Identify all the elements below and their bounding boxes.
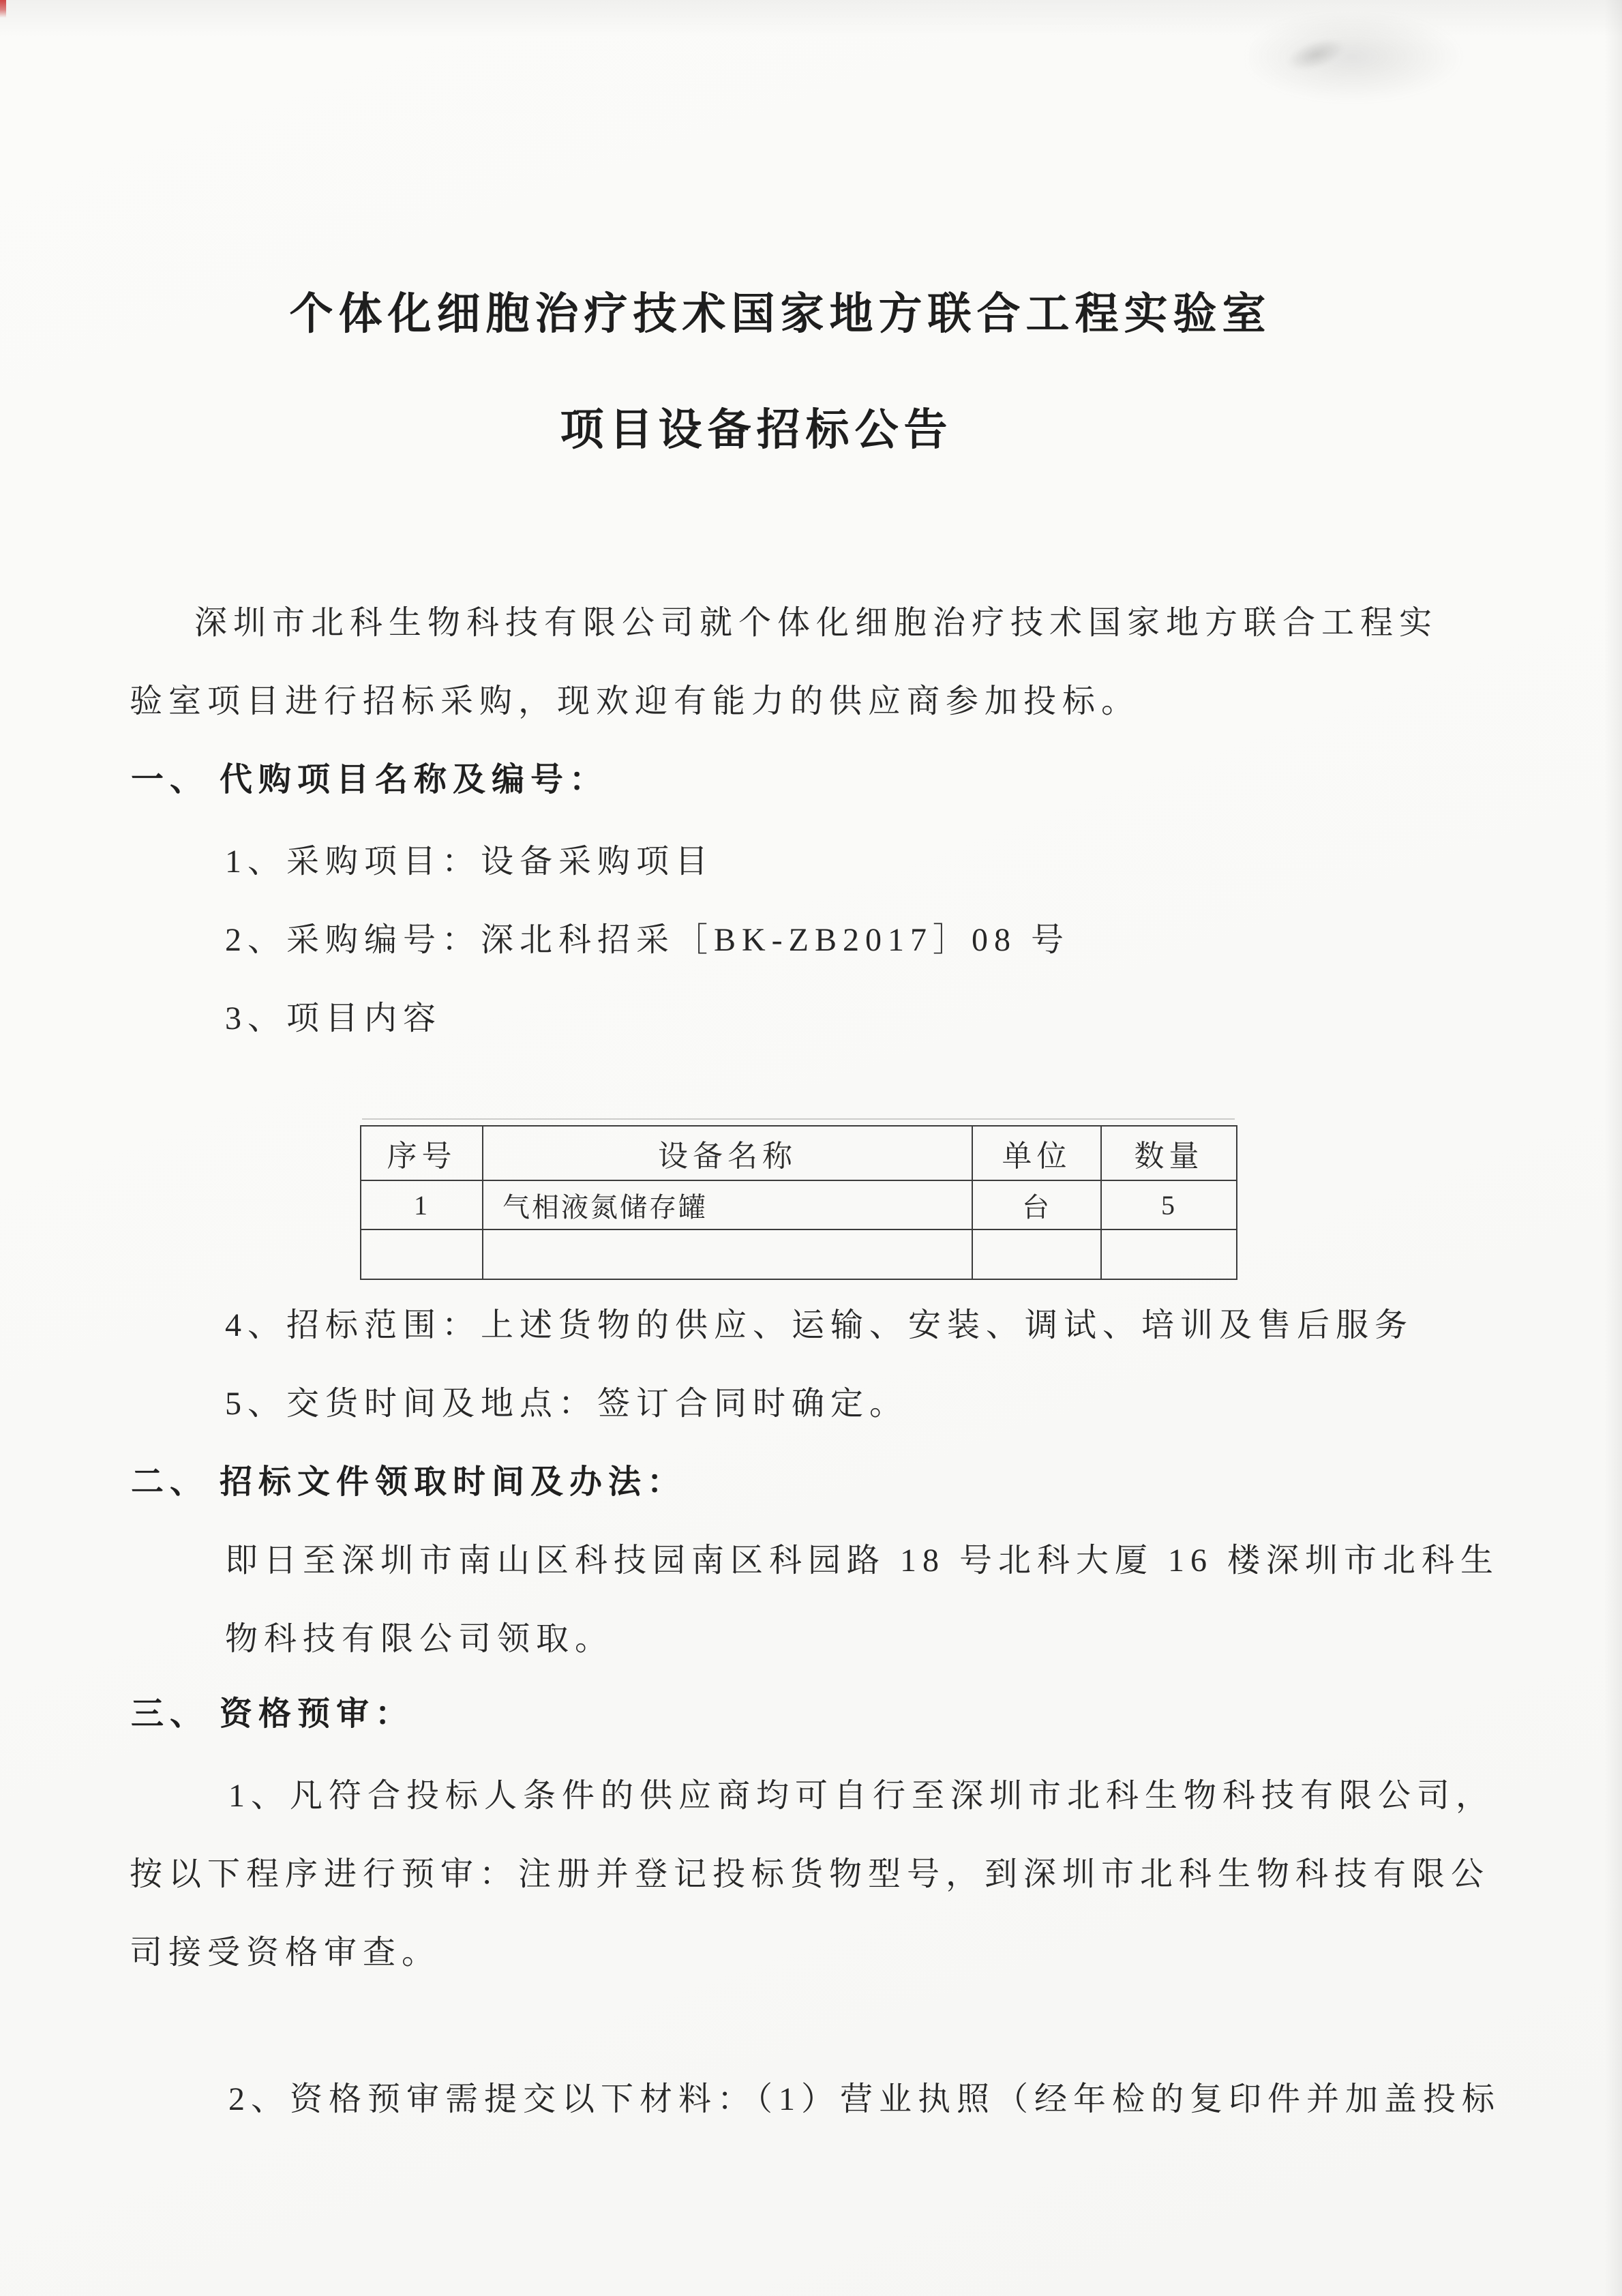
table-header-equipment-name: 设备名称 [483,1126,972,1180]
paper-crease [1248,14,1480,109]
table-row-empty [361,1229,1237,1279]
table-cell-unit [972,1229,1101,1279]
table-header-index: 序号 [361,1126,483,1180]
table-header-unit: 单位 [972,1126,1101,1180]
section-1-title: 代购项目名称及编号： [220,762,609,798]
equipment-table [360,1125,1237,1280]
section-2-line-1: 即日至深圳市南山区科技园南区科园路 18 号北科大厦 16 楼深圳市北科生 [225,1542,1500,1579]
document-title-line2: 项目设备招标公告 [560,406,953,454]
section-1-item-1: 1、采购项目：设备采购项目 [225,844,715,880]
section-3-numeral: 三、 [131,1696,209,1732]
section-3-heading [131,1695,414,1734]
intro-line-1: 深圳市北科生物科技有限公司就个体化细胞治疗技术国家地方联合工程实 [194,605,1439,641]
table-cell-index [361,1229,483,1279]
section-3-para-1-line-3: 司接受资格审查。 [130,1935,441,1971]
section-3-title: 资格预审： [220,1696,415,1732]
section-1-heading [131,760,608,800]
intro-line-2: 验室项目进行招标采购，现欢迎有能力的供应商参加投标。 [130,683,1141,719]
section-2-title: 招标文件领取时间及办法： [220,1464,687,1500]
scan-top-shadow [0,0,1622,38]
section-1-item-5: 5、交货时间及地点：签订合同时确定。 [225,1386,909,1422]
section-1-numeral: 一、 [131,762,209,798]
table-cell-quantity [1101,1229,1237,1279]
section-3-para-2-line-1: 2、资格预审需提交以下材料：（1）营业执照（经年检的复印件并加盖投标 [228,2081,1501,2117]
table-cell-quantity: 5 [1101,1180,1237,1229]
section-3-para-1-line-1: 1、凡符合投标人条件的供应商均可自行至深圳市北科生物科技有限公司， [228,1778,1495,1814]
section-1-item-4: 4、招标范围：上述货物的供应、运输、安装、调试、培训及售后服务 [225,1307,1414,1343]
section-2-line-2: 物科技有限公司领取。 [225,1621,614,1657]
table-cell-equipment-name: 气相液氮储存罐 [483,1180,972,1229]
table-row [361,1180,1237,1229]
table-cell-unit: 台 [972,1180,1101,1229]
scan-edge-shadow [1604,0,1622,2296]
document-title-line1: 个体化细胞治疗技术国家地方联合工程实验室 [289,290,1272,338]
section-1-item-2: 2、采购编号：深北科招采［BK-ZB2017］08 号 [225,922,1070,958]
section-2-numeral: 二、 [131,1464,209,1500]
table-cell-equipment-name [483,1229,972,1279]
paper-smudge [1282,32,1349,77]
table-header-row [361,1126,1237,1180]
table-cell-index: 1 [361,1180,483,1229]
section-3-para-1-line-2: 按以下程序进行预审：注册并登记投标货物型号，到深圳市北科生物科技有限公 [130,1856,1490,1892]
section-1-item-3: 3、项目内容 [225,1000,442,1037]
scan-corner-artifact [0,0,6,18]
section-2-heading [131,1463,686,1502]
table-header-quantity: 数量 [1101,1126,1237,1180]
